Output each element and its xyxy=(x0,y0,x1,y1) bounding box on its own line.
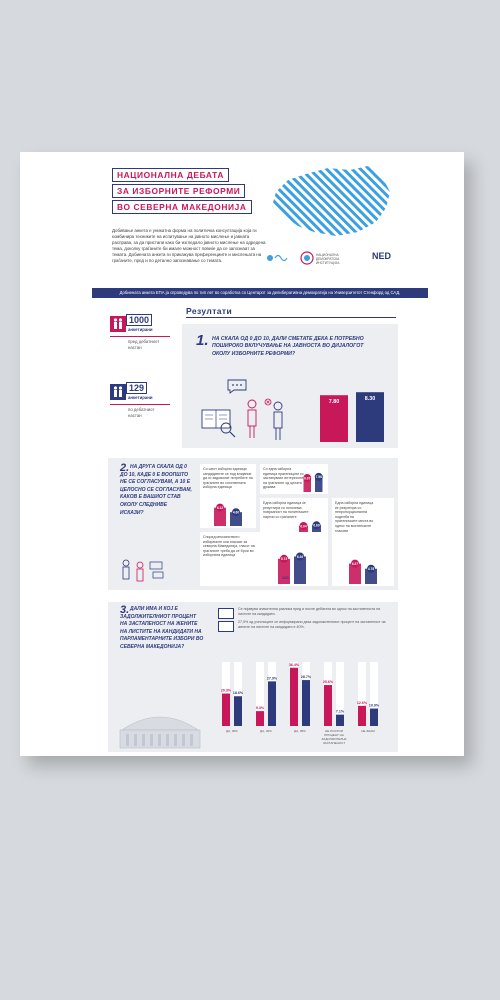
title-line-3: ВО СЕВЕРНА МАКЕДОНИЈА xyxy=(112,200,252,214)
q3-bar-before xyxy=(256,711,264,726)
q2-label-after: 6.26 xyxy=(296,554,304,559)
q2-label-before: 6.12 xyxy=(216,505,224,510)
q2-card-5-text: Според мнозинството избирачите кои гласаат за северна Македонија, гласот на граѓаните треба да се брои во изборната единица xyxy=(203,535,255,558)
q3-number: 3. xyxy=(120,604,130,616)
stat-after-divider xyxy=(110,404,170,405)
q3-bar-before xyxy=(290,668,298,726)
legend-text-1: Се појавува значителна разлика пред и после дебатата во однос на застапеноста на листите на кандидати. xyxy=(238,607,381,616)
q2-card-3-text: Една изборна единица ќе резултира со поголема поврзаност на политичките партии со граѓаните xyxy=(263,501,309,519)
stat-before-label: пред дебатниот настан xyxy=(128,339,160,350)
q3-category-label: ДА, 30% xyxy=(226,729,238,733)
q3-category-label: ЗАДОЛЖИТЕЛНА xyxy=(321,737,347,741)
q3-bar-after xyxy=(370,709,378,726)
stat-before-number: 1000 xyxy=(126,314,152,326)
q2-bar-after xyxy=(294,556,306,584)
stat-before-divider xyxy=(110,336,170,337)
wave-logo-icon xyxy=(266,252,290,264)
people-talking-icon xyxy=(118,558,166,588)
q3-label-after: 28.7% xyxy=(300,675,312,680)
title-line-1: НАЦИОНАЛНА ДЕБАТА xyxy=(112,168,229,182)
q3-category-label: ДА, 35% xyxy=(294,729,306,733)
q2-card-5-chart xyxy=(256,532,328,586)
stat-after-label: по дебатниот настан xyxy=(128,407,155,418)
q2-card-4-text: Една изборна единица ќе резултира со непропорционална поделба на пратеничките места во однос на вистинските гласови xyxy=(335,501,374,533)
q3-bar-after xyxy=(336,715,344,726)
results-heading: Резултати xyxy=(186,306,233,316)
info-banner: Добиената анкета ЕПА ја спроведува по тип лет во соработка со Центарот за делиберативна демократија на Универзитетот Стенфорд од САД. xyxy=(92,288,428,298)
q3-label-after: 27.9% xyxy=(266,676,278,681)
legend-before-after-icon xyxy=(218,608,234,619)
q3-category-label: ПРОЦЕНТ НА xyxy=(324,733,344,737)
title-line-2: ЗА ИЗБОРНИТЕ РЕФОРМИ xyxy=(112,184,245,198)
infographic-sheet xyxy=(20,152,464,756)
q2-card-5 xyxy=(200,532,328,586)
q2-label-after: 6.69 xyxy=(313,523,320,528)
q2-card-2-chart xyxy=(298,464,328,494)
q3-bar-chart xyxy=(212,642,392,748)
q3-category-label: НЕ ЗНАМ xyxy=(361,729,375,733)
q1-panel xyxy=(182,324,398,448)
q3-question: ДАЛИ ИМА И КОЈ Е ЗАДОЛЖИТЕЛНИОТ ПРОЦЕНТ НА ЗАСТАПЕНОСТ НА ЖЕНИТЕ НА ЛИСТИТЕ НА КАНДИДАТИ НА ПАРЛАМЕНТАРНИТЕ ИЗБОРИ ВО СЕВЕРНА МАКЕДОНИЈА? xyxy=(120,606,204,650)
q2-card-2 xyxy=(260,464,328,494)
q2-panel xyxy=(108,458,398,590)
q3-panel xyxy=(108,602,398,752)
q3-label-before: 12.6% xyxy=(356,700,368,705)
q2-label-before: 5.73 xyxy=(280,557,288,562)
q1-question: НА СКАЛА ОД 0 ДО 10, ДАЛИ СМЕТАТЕ ДЕКА Е ПОТРЕБНО ПОШИРОКО ВКЛУЧУВАЊЕ НА ЈАВНОСТА ВО ДИЈАЛОГОТ ОКОЛУ ИЗБОРНИТЕ РЕФОРМИ? xyxy=(212,336,364,357)
intro-paragraph: Добивање анкета е уникатна форма на политичка консултација која ги комбинира техниките на испитување на јавното мислење и јавната расправа, за да пристапи како би изгледало јавното мислење на одредена тема, доколку граѓаните би имале можност повеќе да се запознаат за темата. Добиената анкета ги прикажува преференциите и мислењата на граѓаните, пред и по детално запознавање со темата. xyxy=(112,228,266,263)
q2-card-1-chart xyxy=(200,488,256,528)
q2-label-after: 4.60 xyxy=(232,510,240,515)
ned-logo: NED xyxy=(372,251,392,261)
q3-label-before: 25.6% xyxy=(322,680,334,685)
q3-category-label: НЕ ПОСТОИ xyxy=(325,729,343,733)
q3-label-before: 9.3% xyxy=(255,706,265,711)
q2-label-after: 4.78 xyxy=(367,567,375,572)
q3-bar-after xyxy=(234,696,242,726)
people-icon xyxy=(110,384,126,400)
q2-label-before: 6.97 xyxy=(304,476,311,481)
ndi-logo-icon xyxy=(300,251,314,265)
q1-bar-chart xyxy=(314,372,394,444)
q2-card-1-text: Со шест изборни единици кандидатите се под влијание да ги задоволат потребите на граѓаните во сопствената изборна единица xyxy=(203,467,253,490)
q3-bar-before xyxy=(358,706,366,726)
q3-bar-after xyxy=(302,680,310,726)
q3-bar-after xyxy=(268,681,276,726)
stat-after-unit: анкетирани xyxy=(128,395,153,400)
q1-number: 1. xyxy=(196,332,209,349)
q1-bar-label: 8.30 xyxy=(364,396,376,403)
stat-before-unit: анкетирани xyxy=(128,327,153,332)
q3-label-before: 20.3% xyxy=(220,688,232,693)
q2-card-4 xyxy=(332,498,394,586)
q2-number: 2. xyxy=(120,462,130,474)
q2-label-after: 7.56 xyxy=(315,475,322,480)
people-icon xyxy=(110,316,126,332)
parliament-seats-label: 120 xyxy=(282,575,289,580)
q2-card-3-chart xyxy=(292,514,328,534)
q2-label-before: 6.04 xyxy=(300,524,307,529)
q3-label-after: 18.6% xyxy=(232,691,244,696)
q3-category-label: ДА, 40% xyxy=(260,729,272,733)
debate-illustration-icon xyxy=(198,376,294,444)
q2-card-3 xyxy=(260,498,328,534)
stat-after-number: 129 xyxy=(126,382,147,394)
results-divider xyxy=(186,317,396,318)
q3-label-after: 10.9% xyxy=(368,703,380,708)
q3-bar-before xyxy=(222,694,230,726)
map-illustration xyxy=(258,162,398,242)
q1-bar-label: 7.80 xyxy=(328,399,340,406)
q2-card-2-text: Со една изборна единица пратениците ги застапуваат интересите на граѓаните од целата држава xyxy=(263,467,304,490)
q3-bar-before xyxy=(324,685,332,726)
parliament-building-icon xyxy=(116,710,204,750)
q2-card-4-chart xyxy=(332,544,394,586)
legend-text-2: 27,9% од учесниците се информирани дека задолжителниот процент на застапеност на жените на листите на кандидати е 40%. xyxy=(238,620,386,629)
q2-question: НА ДРУГА СКАЛА ОД 0 ДО 10, КАДЕ 0 Е ВООПШТО НЕ СЕ СОГЛАСУВАМ, А 10 Е ЦЕЛОСНО СЕ СОГЛАСУВАМ, КАКОВ Е ВАШИОТ СТАВ ОКОЛУ СЛЕДНИВЕ ИСКАЗИ? xyxy=(120,464,192,516)
q3-label-after: 7.1% xyxy=(335,709,345,714)
q3-label-before: 36.4% xyxy=(288,662,300,667)
legend-info-icon xyxy=(218,621,234,632)
q2-label-before: 6.37 xyxy=(351,561,359,566)
q2-card-1 xyxy=(200,464,256,528)
q3-category-label: ЗАСТАПЕНОСТ xyxy=(322,741,346,745)
ndi-logo-text: НАЦИОНАЛНА ДЕМОКРАТСКА ИНСТИТУЦИЈА xyxy=(316,253,340,265)
